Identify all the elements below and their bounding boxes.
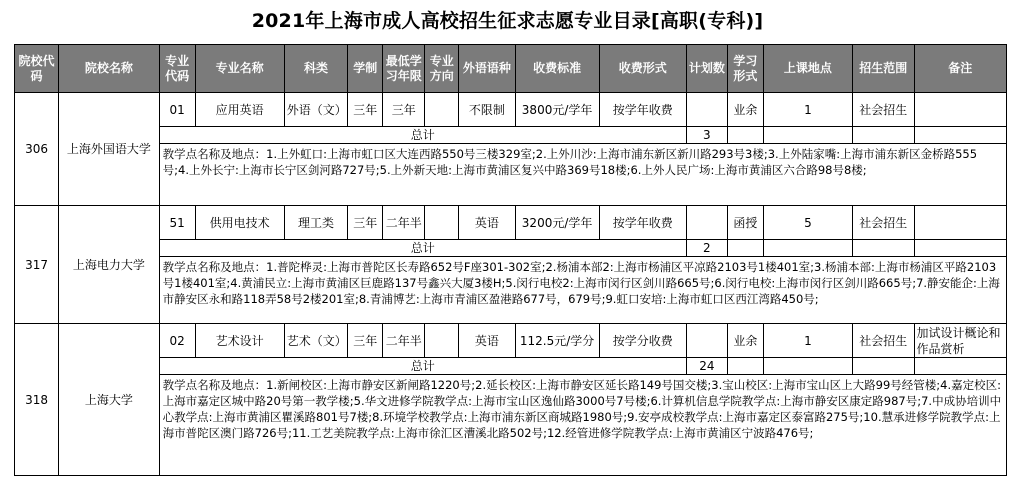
sites-row	[15, 257, 1007, 324]
scope: 社会招生	[853, 93, 915, 127]
total-label: 总计	[159, 127, 686, 144]
header-cell: 学制	[348, 45, 383, 93]
min-years: 二年半	[383, 206, 425, 240]
school-name: 上海大学	[59, 324, 160, 476]
fee-type: 按学分收费	[599, 324, 686, 358]
header-cell: 备注	[914, 45, 1006, 93]
sites-row	[15, 144, 1007, 206]
scope: 社会招生	[853, 206, 915, 240]
study-form: 业余	[727, 93, 763, 127]
category: 外语（文）	[284, 93, 348, 127]
total-value: 24	[686, 358, 727, 375]
major-name: 艺术设计	[195, 324, 284, 358]
header-cell: 上课地点	[763, 45, 852, 93]
remark	[914, 206, 1006, 240]
header-cell: 科类	[284, 45, 348, 93]
min-years: 二年半	[383, 324, 425, 358]
language: 不限制	[459, 93, 515, 127]
school-code: 318	[15, 324, 59, 476]
page-title: 2021年上海市成人高校招生征求志愿专业目录[高职(专科)]	[251, 10, 764, 32]
total-value: 2	[686, 240, 727, 257]
major-name: 应用英语	[195, 93, 284, 127]
category: 艺术（文）	[284, 324, 348, 358]
total-label: 总计	[159, 358, 686, 375]
duration: 三年	[348, 324, 383, 358]
fee: 112.5元/学分	[515, 324, 599, 358]
school-name: 上海电力大学	[59, 206, 160, 324]
fee: 3800元/学年	[515, 93, 599, 127]
plan	[686, 324, 727, 358]
min-years: 三年	[383, 93, 425, 127]
header-cell: 专业方向	[425, 45, 459, 93]
major-row	[15, 206, 1007, 240]
remark	[914, 93, 1006, 127]
direction	[425, 206, 459, 240]
direction	[425, 93, 459, 127]
fee-type: 按学年收费	[599, 206, 686, 240]
header-cell: 院校名称	[59, 45, 160, 93]
language: 英语	[459, 324, 515, 358]
teaching-sites: 教学点名称及地点：1.新闸校区:上海市静安区新闸路1220号;2.延长校区:上海市静安区延长路149号国交楼;3.宝山校区:上海市宝山区上大路99号经管楼;4.嘉定校区:上海市嘉定区城中路20号第一教学楼;5.华文进修学院教学点:上海市宝山区逸仙路3000号7号楼;6.计算机信息学院教学点:上海市静安区康定路987号;7.中成协培训中心教学点:上海市黄浦区瞿溪路801号7楼;8.环境学校教学点:上海市浦东新区商城路1980号;9.安亭成校教学点:上海市嘉定区泰富路275号;10.慧承进修学院教学点:上海市普陀区澳门路726号;11.工艺美院教学点:上海市徐汇区漕溪北路502号;12.经管进修学院教学点:上海市黄浦区宁波路476号;	[159, 375, 1006, 476]
major-code: 02	[159, 324, 195, 358]
major-catalog-table	[14, 44, 1007, 476]
category: 理工类	[284, 206, 348, 240]
language: 英语	[459, 206, 515, 240]
location: 1	[763, 93, 852, 127]
sites-row	[15, 375, 1007, 476]
header-cell: 收费形式	[599, 45, 686, 93]
header-cell: 计划数	[686, 45, 727, 93]
header-cell: 学习形式	[727, 45, 763, 93]
study-form: 业余	[727, 324, 763, 358]
duration: 三年	[348, 206, 383, 240]
teaching-sites: 教学点名称及地点：1.上外虹口:上海市虹口区大连西路550号三楼329室;2.上外川沙:上海市浦东新区新川路293号3楼;3.上外陆家嘴:上海市浦东新区金桥路555号;4.上外长宁:上海市长宁区剑河路727号;5.上外新天地:上海市黄浦区复兴中路369号18楼;6.上外人民广场:上海市黄浦区六合路98号8楼;	[159, 144, 1006, 206]
school-name: 上海外国语大学	[59, 93, 160, 206]
major-code: 51	[159, 206, 195, 240]
major-row	[15, 93, 1007, 127]
total-row	[15, 127, 1007, 144]
total-row	[15, 240, 1007, 257]
header-row	[15, 45, 1007, 93]
header-cell: 院校代码	[15, 45, 59, 93]
total-value: 3	[686, 127, 727, 144]
major-name: 供用电技术	[195, 206, 284, 240]
location: 5	[763, 206, 852, 240]
direction	[425, 324, 459, 358]
teaching-sites: 教学点名称及地点：1.普陀桦灵:上海市普陀区长寿路652号F座301-302室;2.杨浦本部2:上海市杨浦区平凉路2103号1楼401室;3.杨浦本部:上海市杨浦区平路2103号1楼401室;4.黄浦民立:上海市黄浦区巨鹿路137号鑫兴大厦3楼H;5.闵行电校2:上海市闵行区剑川路665号;6.闵行电校:上海市闵行区剑川路665号;7.静安能企:上海市静安区永和路118弄58号2楼201室;8.青浦博艺:上海市青浦区盈港路677号，679号;9.虹口安培:上海市虹口区西江湾路450号;	[159, 257, 1006, 324]
duration: 三年	[348, 93, 383, 127]
header-cell: 招生范围	[853, 45, 915, 93]
remark: 加试设计概论和作品赏析	[914, 324, 1006, 358]
header-cell: 收费标准	[515, 45, 599, 93]
major-row	[15, 324, 1007, 358]
header-cell: 最低学习年限	[383, 45, 425, 93]
school-code: 306	[15, 93, 59, 206]
plan	[686, 93, 727, 127]
location: 1	[763, 324, 852, 358]
total-label: 总计	[159, 240, 686, 257]
header-cell: 专业名称	[195, 45, 284, 93]
school-code: 317	[15, 206, 59, 324]
scope: 社会招生	[853, 324, 915, 358]
fee: 3200元/学年	[515, 206, 599, 240]
header-cell: 专业代码	[159, 45, 195, 93]
study-form: 函授	[727, 206, 763, 240]
major-code: 01	[159, 93, 195, 127]
fee-type: 按学年收费	[599, 93, 686, 127]
plan	[686, 206, 727, 240]
total-row	[15, 358, 1007, 375]
header-cell: 外语语种	[459, 45, 515, 93]
